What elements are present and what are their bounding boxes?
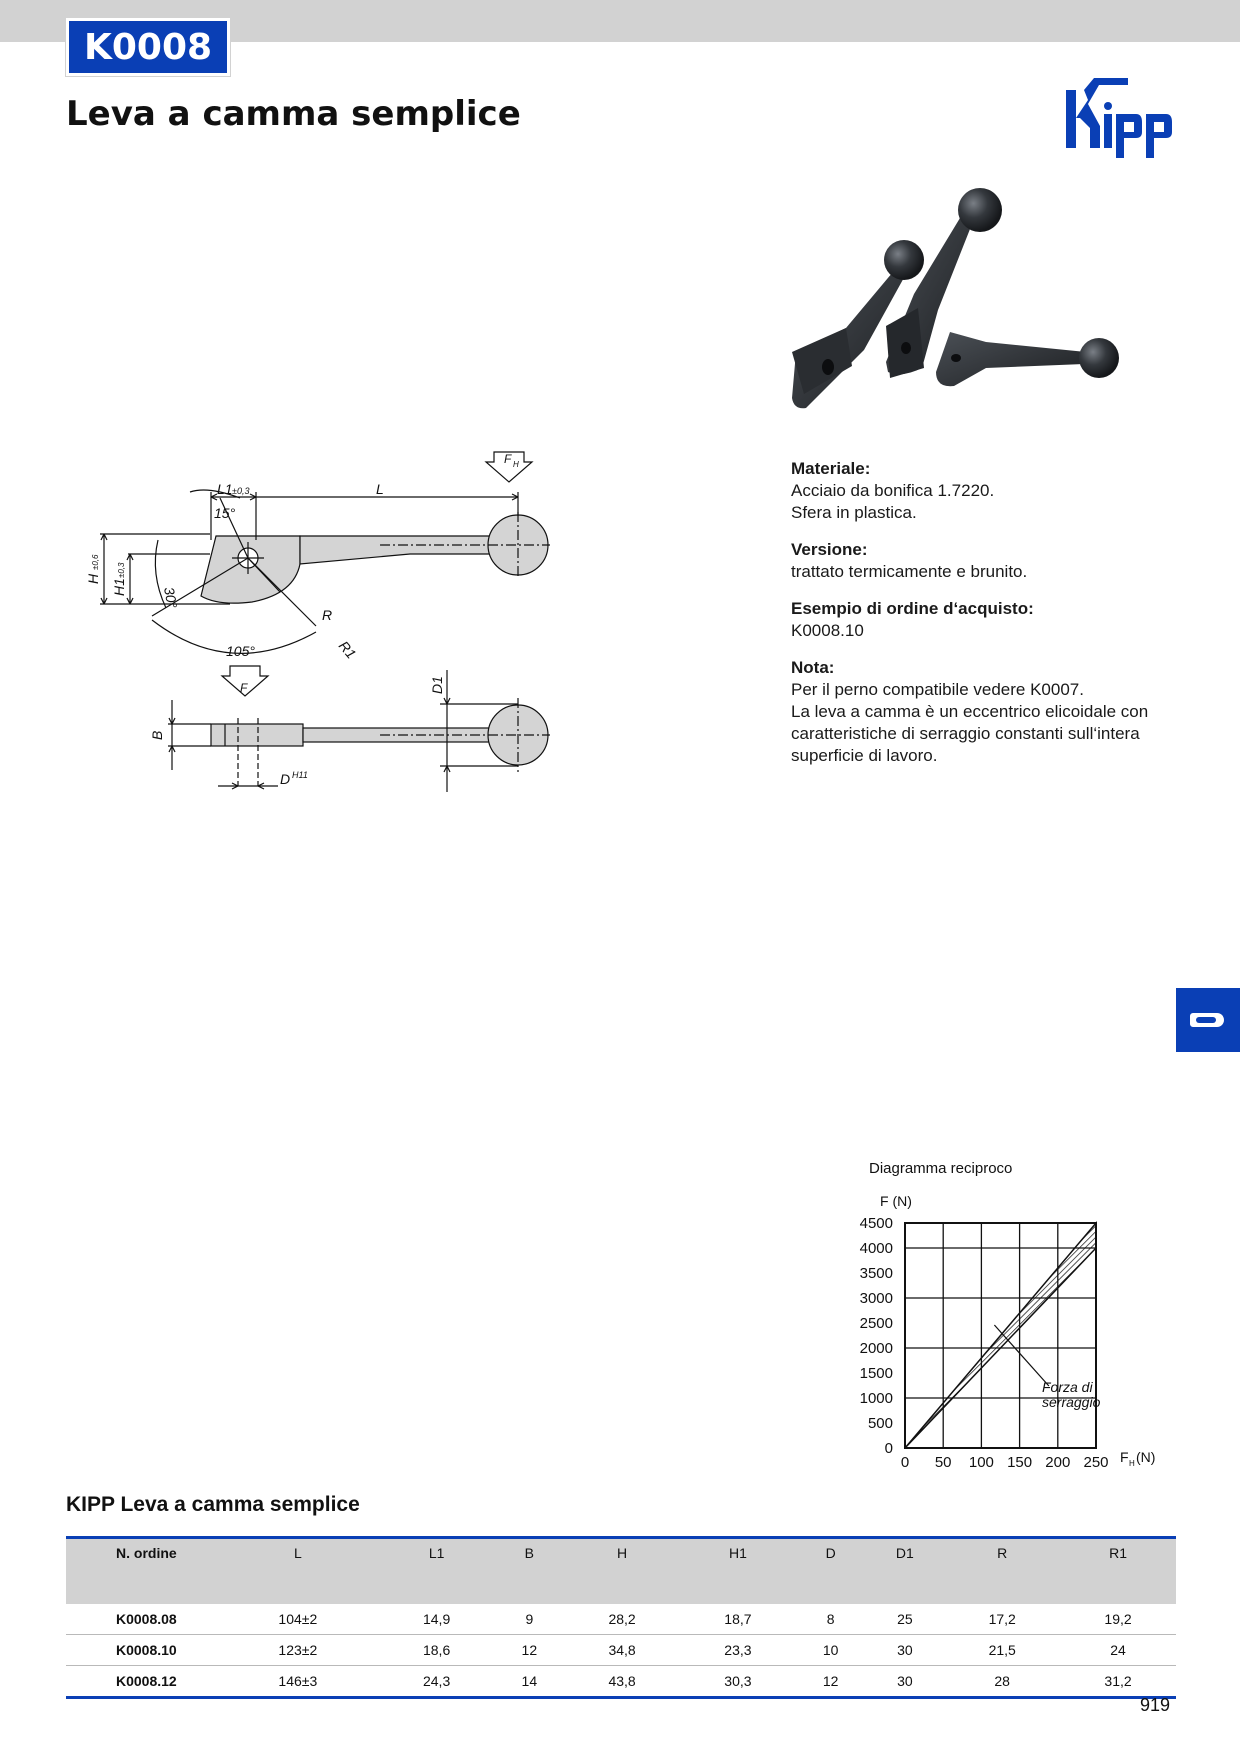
product-photo <box>786 182 1126 440</box>
table-cell: 24 <box>1060 1635 1176 1666</box>
label-l: L <box>376 481 384 497</box>
column-header: H1 <box>728 1545 747 1561</box>
label-angle-30: 30° <box>161 585 181 610</box>
order-number-cell: K0008.10 <box>66 1635 217 1666</box>
table-cell: 18,6 <box>379 1635 495 1666</box>
y-tick-label: 1500 <box>859 1365 893 1382</box>
table-row <box>66 1604 1176 1635</box>
column-header: R <box>997 1545 1008 1561</box>
page-title: Leva a camma semplice <box>66 94 521 134</box>
label-fh-sub: H <box>513 460 519 469</box>
table-cell: 34,8 <box>564 1635 680 1666</box>
note-line: La leva a camma è un eccentrico elicoidale con <box>791 702 1149 721</box>
label-fh: F <box>504 452 512 466</box>
product-info <box>791 458 1171 782</box>
label-l1-tol: ±0,3 <box>232 486 250 496</box>
order-example-section <box>791 598 1171 642</box>
x-tick-label: 200 <box>1045 1454 1071 1471</box>
label-f: F <box>240 681 248 695</box>
table-cell: 17,2 <box>944 1604 1060 1635</box>
y-tick-label: 4000 <box>859 1240 893 1257</box>
y-tick-label: 3500 <box>859 1265 893 1282</box>
version-label: Versione: <box>791 540 868 559</box>
table-cell: 24,3 <box>379 1666 495 1698</box>
table-cell: 12 <box>796 1666 866 1698</box>
label-d1: D1 <box>429 676 445 694</box>
section-tab[interactable] <box>1176 988 1240 1052</box>
column-header: L <box>293 1545 302 1561</box>
table-cell: 104±2 <box>217 1604 379 1635</box>
table-cell: 21,5 <box>944 1635 1060 1666</box>
x-tick-label: 50 <box>934 1454 952 1471</box>
note-line: caratteristiche di serraggio constanti sull‘intera <box>791 724 1140 743</box>
material-label: Materiale: <box>791 459 871 478</box>
table-cell: 12 <box>495 1635 565 1666</box>
column-header: B <box>524 1545 534 1561</box>
table-cell: 28 <box>944 1666 1060 1698</box>
chart-ylabel: F (N) <box>880 1193 912 1209</box>
table-cell: 19,2 <box>1060 1604 1176 1635</box>
table-row <box>66 1635 1176 1666</box>
table-cell: 25 <box>865 1604 944 1635</box>
version-section <box>791 539 1171 583</box>
x-tick-label: 0 <box>900 1454 910 1471</box>
product-code: K0008 <box>83 26 213 68</box>
note-line: Per il perno compatibile vedere K0007. <box>791 680 1084 699</box>
spec-table <box>66 1536 1176 1699</box>
y-tick-label: 1000 <box>859 1390 893 1407</box>
material-line: Acciaio da bonifica 1.7220. <box>791 481 995 500</box>
annotation-leader <box>994 1325 1048 1386</box>
table-cell: 146±3 <box>217 1666 379 1698</box>
table-cell: 8 <box>796 1604 866 1635</box>
clamping-force-band <box>905 1223 1096 1448</box>
table-row <box>66 1666 1176 1698</box>
material-line: Sfera in plastica. <box>791 503 917 522</box>
order-number-cell: K0008.08 <box>66 1604 217 1635</box>
version-text: trattato termicamente e brunito. <box>791 562 1028 581</box>
table-cell: 14,9 <box>379 1604 495 1635</box>
column-header: R1 <box>1109 1545 1127 1561</box>
chart-annotation-line: Forza di <box>1042 1379 1093 1395</box>
chart-annotation-line: serraggio <box>1042 1394 1101 1410</box>
table-cell: 123±2 <box>217 1635 379 1666</box>
label-r1: R1 <box>335 637 360 662</box>
order-example-label: Esempio di ordine d‘acquisto: <box>791 599 1034 618</box>
table-cell: 31,2 <box>1060 1666 1176 1698</box>
order-example-text: K0008.10 <box>791 621 864 640</box>
table-cell: 30,3 <box>680 1666 796 1698</box>
label-r: R <box>322 607 333 623</box>
chart-xlabel-sub: H <box>1129 1459 1135 1468</box>
product-code-badge <box>66 18 230 76</box>
page-number: 919 <box>1140 1695 1171 1715</box>
kipp-logo <box>1066 74 1180 160</box>
table-cell: 23,3 <box>680 1635 796 1666</box>
technical-drawing <box>80 452 580 890</box>
column-header: D1 <box>895 1545 914 1561</box>
table-header-row <box>66 1538 1176 1605</box>
column-header: D <box>825 1545 836 1561</box>
y-tick-label: 3000 <box>859 1290 893 1307</box>
label-h: H <box>85 573 101 584</box>
column-header: H <box>617 1545 628 1561</box>
table-title: KIPP Leva a camma semplice <box>66 1493 360 1516</box>
label-angle-15: 15° <box>214 505 236 521</box>
chart-xlabel: F <box>1120 1449 1129 1465</box>
table-cell: 9 <box>495 1604 565 1635</box>
chart-title: Diagramma reciproco <box>869 1160 1013 1177</box>
label-b: B <box>149 730 165 740</box>
table-cell: 43,8 <box>564 1666 680 1698</box>
table-cell: 30 <box>865 1666 944 1698</box>
reciprocal-diagram <box>860 1150 1180 1480</box>
column-header: N. ordine <box>116 1545 177 1561</box>
label-h1-tol: ±0,3 <box>117 562 126 578</box>
y-tick-label: 2000 <box>859 1340 893 1357</box>
label-d: D <box>280 771 291 787</box>
order-number-cell: K0008.12 <box>66 1666 217 1698</box>
table-cell: 10 <box>796 1635 866 1666</box>
label-angle-105: 105° <box>226 643 255 659</box>
x-tick-label: 100 <box>968 1454 994 1471</box>
table-cell: 30 <box>865 1635 944 1666</box>
column-header: L1 <box>428 1545 445 1561</box>
y-tick-label: 2500 <box>859 1315 893 1332</box>
label-d-tol: H11 <box>292 770 308 780</box>
y-tick-label: 500 <box>867 1415 893 1432</box>
table-cell: 14 <box>495 1666 565 1698</box>
note-label: Nota: <box>791 658 835 677</box>
material-section <box>791 458 1171 524</box>
label-h-tol: ±0,6 <box>91 554 100 570</box>
y-tick-label: 0 <box>884 1440 893 1457</box>
table-cell: 18,7 <box>680 1604 796 1635</box>
x-tick-label: 250 <box>1083 1454 1109 1471</box>
x-tick-label: 150 <box>1007 1454 1033 1471</box>
label-l1: L1 <box>217 481 233 497</box>
cam-lever-icon <box>1190 1013 1224 1027</box>
table-cell: 28,2 <box>564 1604 680 1635</box>
chart-xlabel-unit: (N) <box>1136 1449 1156 1465</box>
note-section <box>791 657 1171 767</box>
note-line: superficie di lavoro. <box>791 746 938 765</box>
label-h1: H1 <box>111 578 127 596</box>
y-tick-label: 4500 <box>859 1215 893 1232</box>
